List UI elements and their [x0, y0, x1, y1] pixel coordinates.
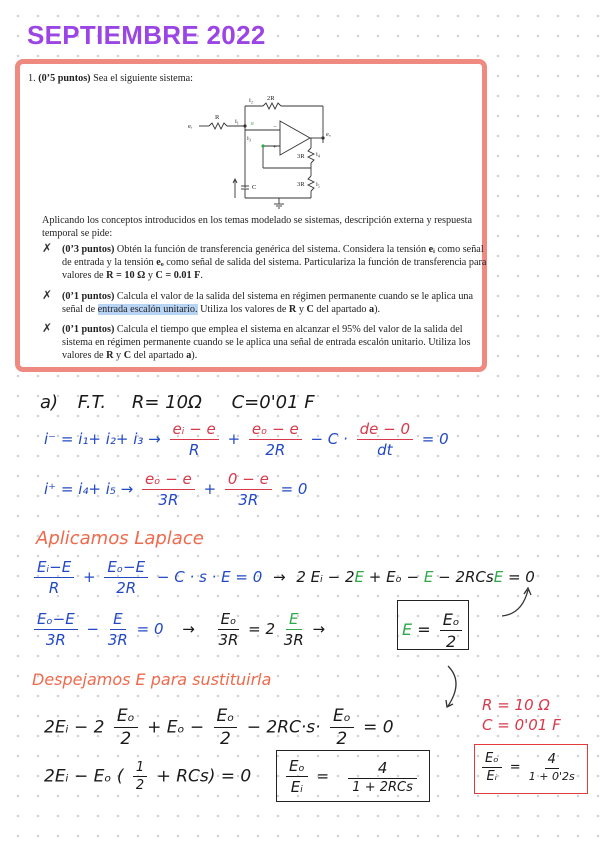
task-b-c: C [306, 304, 314, 315]
task-a-c: C = 0.01 F [155, 270, 201, 281]
eq3-rhs-a: 2 Eᵢ − 2 [296, 568, 355, 586]
eq1-frac-2 [249, 420, 302, 459]
final-result [478, 751, 579, 784]
eq4-frac-3 [218, 610, 240, 649]
problem-statement: Sea el siguiente sistema: [93, 73, 193, 84]
task-c-y: y [113, 350, 124, 361]
final-eq: = [509, 760, 521, 775]
label-minus: − [273, 124, 277, 131]
eq3-rhs-c: − 2RCs [433, 568, 494, 586]
den: 1 + 0'2s [528, 770, 575, 783]
label-eo: eₒ [326, 131, 331, 138]
den: Eᵢ [290, 778, 303, 796]
den: 3R [238, 491, 259, 509]
highlighted-text: entrada escalón unitario. [97, 304, 198, 315]
eq3-e3: E [493, 568, 504, 586]
num: Eₒ [482, 751, 502, 768]
task-c-text: Calcula el tiempo que emplea el sistema en alcanzar el 95% del valor de la salida del sistema en régimen permanente cuando se le aplica una señal de entrada escalón unitario. Utiliza los valores de [62, 324, 471, 361]
boxed-e-content [402, 610, 466, 651]
values-c: C = 0'01 F [482, 716, 561, 734]
eq2-lhs: i⁺ = i₄+ i₅ → [44, 480, 134, 498]
equation-2 [44, 470, 307, 509]
den: 3R [107, 631, 128, 649]
box-eq: = [417, 620, 431, 639]
circuit-diagram [185, 88, 335, 210]
task-a-text: Obtén la función de transferencia genérica del sistema. Considera la tensión [116, 244, 429, 255]
num: Eₒ [218, 610, 240, 630]
eq4-minus: − [86, 620, 100, 638]
num: de − 0 [357, 420, 413, 440]
problem-card [15, 59, 487, 372]
eq2-plus: + [203, 480, 217, 498]
num: Eₒ−E [34, 610, 78, 630]
eq1-plus: + [227, 430, 241, 448]
task-b-text-c: del apartado [313, 304, 369, 315]
checkmark-icon: ✗ [42, 321, 53, 335]
eq3-rhs-d: = 0 [503, 568, 535, 586]
task-a-ei: eᵢ [428, 244, 435, 255]
num: Eₒ [330, 706, 354, 728]
den: R [188, 441, 200, 459]
task-b [42, 290, 492, 316]
eq1-eq0: = 0 [421, 430, 449, 448]
eq4-frac-1 [34, 610, 78, 649]
boxed-tf-content [282, 757, 421, 796]
task-a-text-c: como señal de salida del sistema. Particulariza la función de transferencia para valores de [62, 257, 487, 281]
task-b-y: y [296, 304, 307, 315]
eq1-minus-c: − C · [310, 430, 348, 448]
notes-heading [40, 392, 315, 413]
curved-arrow-icon [440, 662, 470, 712]
c-value: C=0'01 F [231, 392, 315, 413]
task-b-points: (0’1 puntos) [62, 291, 115, 302]
problem-number: 1. [28, 73, 36, 84]
task-c [42, 323, 492, 362]
den: Eᵢ [486, 769, 498, 784]
task-a-y: y [145, 270, 156, 281]
equation-1 [44, 420, 449, 459]
eq1-frac-1 [170, 420, 219, 459]
problem-heading [28, 72, 193, 85]
eq5-start: 2Eᵢ − 2 [44, 717, 105, 738]
final-rhs [529, 752, 575, 783]
den: 2 [445, 632, 457, 651]
eq3-e2: E [423, 568, 434, 586]
den: 1 + 2RCs [352, 779, 413, 795]
task-b-ref: a [368, 304, 375, 315]
ft-label: F.T. [77, 392, 107, 413]
task-a [42, 243, 492, 282]
eq3-frac-1 [34, 558, 74, 597]
eq5-end: = 0 [363, 717, 394, 738]
eq2-eq0: = 0 [280, 480, 308, 498]
eq5-mid2: − 2RC·s· [246, 717, 321, 738]
num: eₒ − e [249, 420, 302, 440]
eq5-mid: + Eₒ − [147, 717, 205, 738]
label-i1: i₁ [235, 118, 240, 125]
label-i5: i₅ [316, 181, 321, 188]
task-a-text-b: como señal de entrada y la tensión [62, 244, 484, 268]
task-a-r: R = 10 Ω [106, 270, 146, 281]
den: 2 [336, 729, 348, 749]
values-r: R = 10 Ω [482, 696, 550, 714]
equation-3 [30, 558, 535, 597]
num: eᵢ − e [170, 420, 219, 440]
eq3-frac-2 [104, 558, 148, 597]
num: eₒ − e [142, 470, 195, 490]
label-r: R [215, 114, 220, 121]
label-i3: i₃ [247, 135, 252, 142]
task-c-text-c: del apartado [131, 350, 187, 361]
label-i4: i₄ [316, 151, 321, 158]
arrow-icon: → [182, 620, 195, 638]
eq6-frac-1 [133, 760, 147, 793]
label-e: e [251, 120, 254, 127]
num: 4 [348, 759, 418, 779]
task-a-end: . [200, 270, 203, 281]
num: Eᵢ−E [34, 558, 74, 578]
eq4-eq0: = 0 [136, 620, 164, 638]
checkmark-icon: ✗ [42, 241, 53, 255]
den: 2R [265, 441, 286, 459]
problem-points: (0’5 puntos) [38, 73, 91, 84]
tf-rhs [348, 759, 418, 795]
den: 2 [120, 729, 132, 749]
num: E [110, 610, 125, 630]
eq1-lhs: i⁻ = i₁+ i₂+ i₃ → [44, 430, 161, 448]
box-e: E [402, 620, 413, 639]
num: Eₒ−E [104, 558, 148, 578]
task-a-eo: eₒ [156, 257, 164, 268]
eq5-frac-2 [214, 706, 238, 749]
num: E [286, 610, 301, 630]
task-b-end: ). [374, 304, 381, 315]
label-ei: eᵢ [188, 123, 192, 130]
eq5-frac-3 [330, 706, 354, 749]
arrow-icon: → [312, 620, 326, 638]
task-b-text: Calcula el valor de la salida del sistema en régimen permanente cuando se le aplica una señal de [62, 291, 474, 315]
den: 3R [158, 491, 179, 509]
checkmark-icon: ✗ [42, 288, 53, 302]
despejamos-heading: Despejamos E para sustituirla [32, 670, 272, 689]
laplace-heading: Aplicamos Laplace [36, 528, 204, 549]
r-value: R= 10Ω [131, 392, 202, 413]
tf-eq: = [316, 767, 330, 785]
eq6-rest: + RCs) = 0 [156, 766, 252, 787]
task-a-points: (0’3 puntos) [62, 244, 115, 255]
num: 1 [133, 760, 147, 777]
task-c-r: R [106, 350, 114, 361]
problem-intro: Aplicando los conceptos introducidos en los temas modelado se sistemas, descripción externa y respuesta temporal se pide: [42, 215, 473, 239]
label-plus: + [273, 144, 277, 151]
den: 2 [220, 729, 231, 749]
eq3-plus: + [83, 568, 96, 586]
label-3r-top: 3R [297, 153, 305, 160]
task-c-points: (0’1 puntos) [62, 324, 115, 335]
task-c-end: ). [191, 350, 198, 361]
arrow-icon: → [273, 568, 286, 586]
eq4-frac-4 [284, 610, 304, 649]
den: R [48, 579, 60, 597]
box-frac [440, 610, 463, 651]
num: Eₒ [440, 610, 463, 631]
eq4-eq2: = 2 [248, 620, 276, 638]
num: Eₒ [286, 757, 308, 777]
task-c-c: C [123, 350, 132, 361]
page-title: SEPTIEMBRE 2022 [27, 20, 266, 50]
den: 3R [283, 631, 304, 649]
den: 2R [116, 579, 137, 597]
label-i2: i₂ [249, 97, 254, 104]
eq6-start: 2Eᵢ − Eₒ ( [44, 766, 124, 787]
part-label: a) [40, 392, 59, 413]
equation-4 [30, 610, 325, 649]
task-b-text-b: Utiliza los valores de [197, 304, 289, 315]
eq2-frac-2 [225, 470, 272, 509]
num: 0 − e [225, 470, 272, 490]
den: 2 [135, 778, 145, 793]
label-c: C [252, 184, 257, 191]
eq1-frac-3 [357, 420, 413, 459]
label-2r: 2R [267, 95, 275, 102]
task-b-r: R [288, 304, 297, 315]
eq4-frac-2 [108, 610, 128, 649]
curved-arrow-icon [498, 582, 538, 622]
num: 4 [545, 752, 559, 769]
eq3-e1: E [354, 568, 364, 586]
den: 3R [45, 631, 66, 649]
final-lhs [482, 751, 502, 784]
task-c-ref: a [186, 350, 192, 361]
den: dt [377, 441, 393, 459]
eq3-rhs-b: + Eₒ − [363, 568, 424, 586]
label-3r-bottom: 3R [297, 181, 305, 188]
equation-6 [44, 760, 251, 793]
equation-5 [44, 706, 394, 749]
tf-lhs [286, 757, 308, 796]
num: Eₒ [114, 706, 138, 728]
eq3-cse: − C · s · E = 0 [156, 568, 263, 586]
eq2-frac-1 [142, 470, 195, 509]
eq5-frac-1 [114, 706, 138, 749]
num: Eₒ [214, 706, 238, 728]
den: 3R [218, 631, 239, 649]
